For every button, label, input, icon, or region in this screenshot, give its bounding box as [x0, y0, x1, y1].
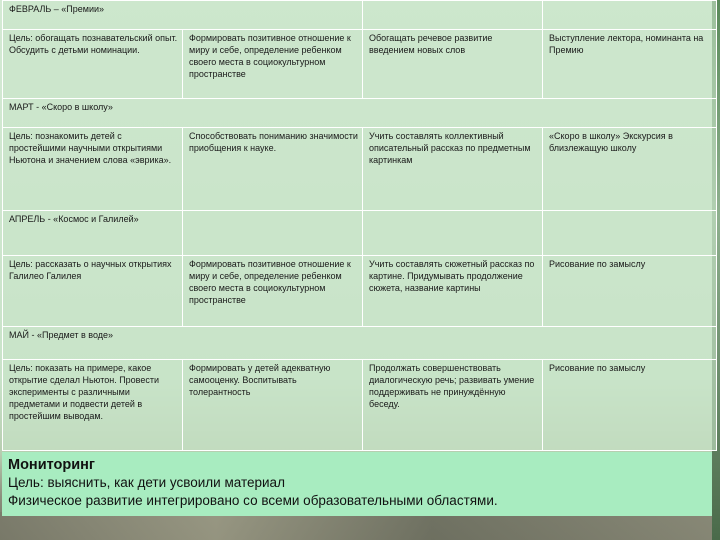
speech-development-cell: Продолжать совершенствовать диалогическую речь; развивать умение поддерживать не принуждённую беседу.	[363, 360, 543, 451]
social-development-cell: Формировать позитивное отношение к миру и себе, определение ребенком своего места в социокультурном пространстве	[183, 256, 363, 327]
table-row	[3, 30, 717, 99]
monitoring-goal: Цель: выяснить, как дети усвоили материал	[8, 475, 285, 490]
social-development-cell: Формировать у детей адекватную самооценку. Воспитывать толерантность	[183, 360, 363, 451]
table-row	[3, 256, 717, 327]
section-heading: АПРЕЛЬ - «Космос и Галилей»	[3, 211, 183, 256]
section-heading-row	[3, 99, 717, 128]
speech-development-cell: Обогащать речевое развитие введением новых слов	[363, 30, 543, 99]
empty-cell	[363, 1, 543, 30]
social-development-cell: Способствовать пониманию значимости приобщения к науке.	[183, 128, 363, 211]
section-heading-row	[3, 327, 717, 360]
speech-development-cell: Учить составлять сюжетный рассказ по картине. Придумывать продолжение сюжета, название картины	[363, 256, 543, 327]
empty-cell	[543, 211, 717, 256]
activity-plan-table	[2, 0, 717, 451]
empty-cell	[543, 1, 717, 30]
goal-cell: Цель: познакомить детей с простейшими научными открытиями Ньютона и значением слова «эврика».	[3, 128, 183, 211]
activity-cell: Рисование по замыслу	[543, 256, 717, 327]
goal-cell: Цель: обогащать познавательский опыт. Обсудить с детьми номинации.	[3, 30, 183, 99]
goal-cell: Цель: рассказать о научных открытиях Галилео Галилея	[3, 256, 183, 327]
table-row	[3, 128, 717, 211]
background-ground-strip	[0, 512, 720, 540]
activity-cell: «Скоро в школу» Экскурсия в близлежащую школу	[543, 128, 717, 211]
section-heading: ФЕВРАЛЬ – «Премии»	[3, 1, 363, 30]
social-development-cell: Формировать позитивное отношение к миру и себе, определение ребенком своего места в социокультурном пространстве	[183, 30, 363, 99]
section-heading: МАРТ - «Скоро в школу»	[3, 99, 717, 128]
monitoring-note: Физическое развитие интегрировано со всеми образовательными областями.	[8, 493, 498, 508]
empty-cell	[363, 211, 543, 256]
activity-cell: Выступление лектора, номинанта на Премию	[543, 30, 717, 99]
activity-cell: Рисование по замыслу	[543, 360, 717, 451]
goal-cell: Цель: показать на примере, какое открытие сделал Ньютон. Провести эксперименты с различными предметами и подвести детей в простейшим выводам.	[3, 360, 183, 451]
empty-cell	[183, 211, 363, 256]
monitoring-title: Мониторинг	[8, 457, 95, 473]
monitoring-box	[2, 452, 712, 516]
speech-development-cell: Учить составлять коллективный описательный рассказ по предметным картинкам	[363, 128, 543, 211]
section-heading: МАЙ - «Предмет в воде»	[3, 327, 717, 360]
table-row	[3, 360, 717, 451]
section-heading-row	[3, 1, 717, 30]
section-heading-row	[3, 211, 717, 256]
